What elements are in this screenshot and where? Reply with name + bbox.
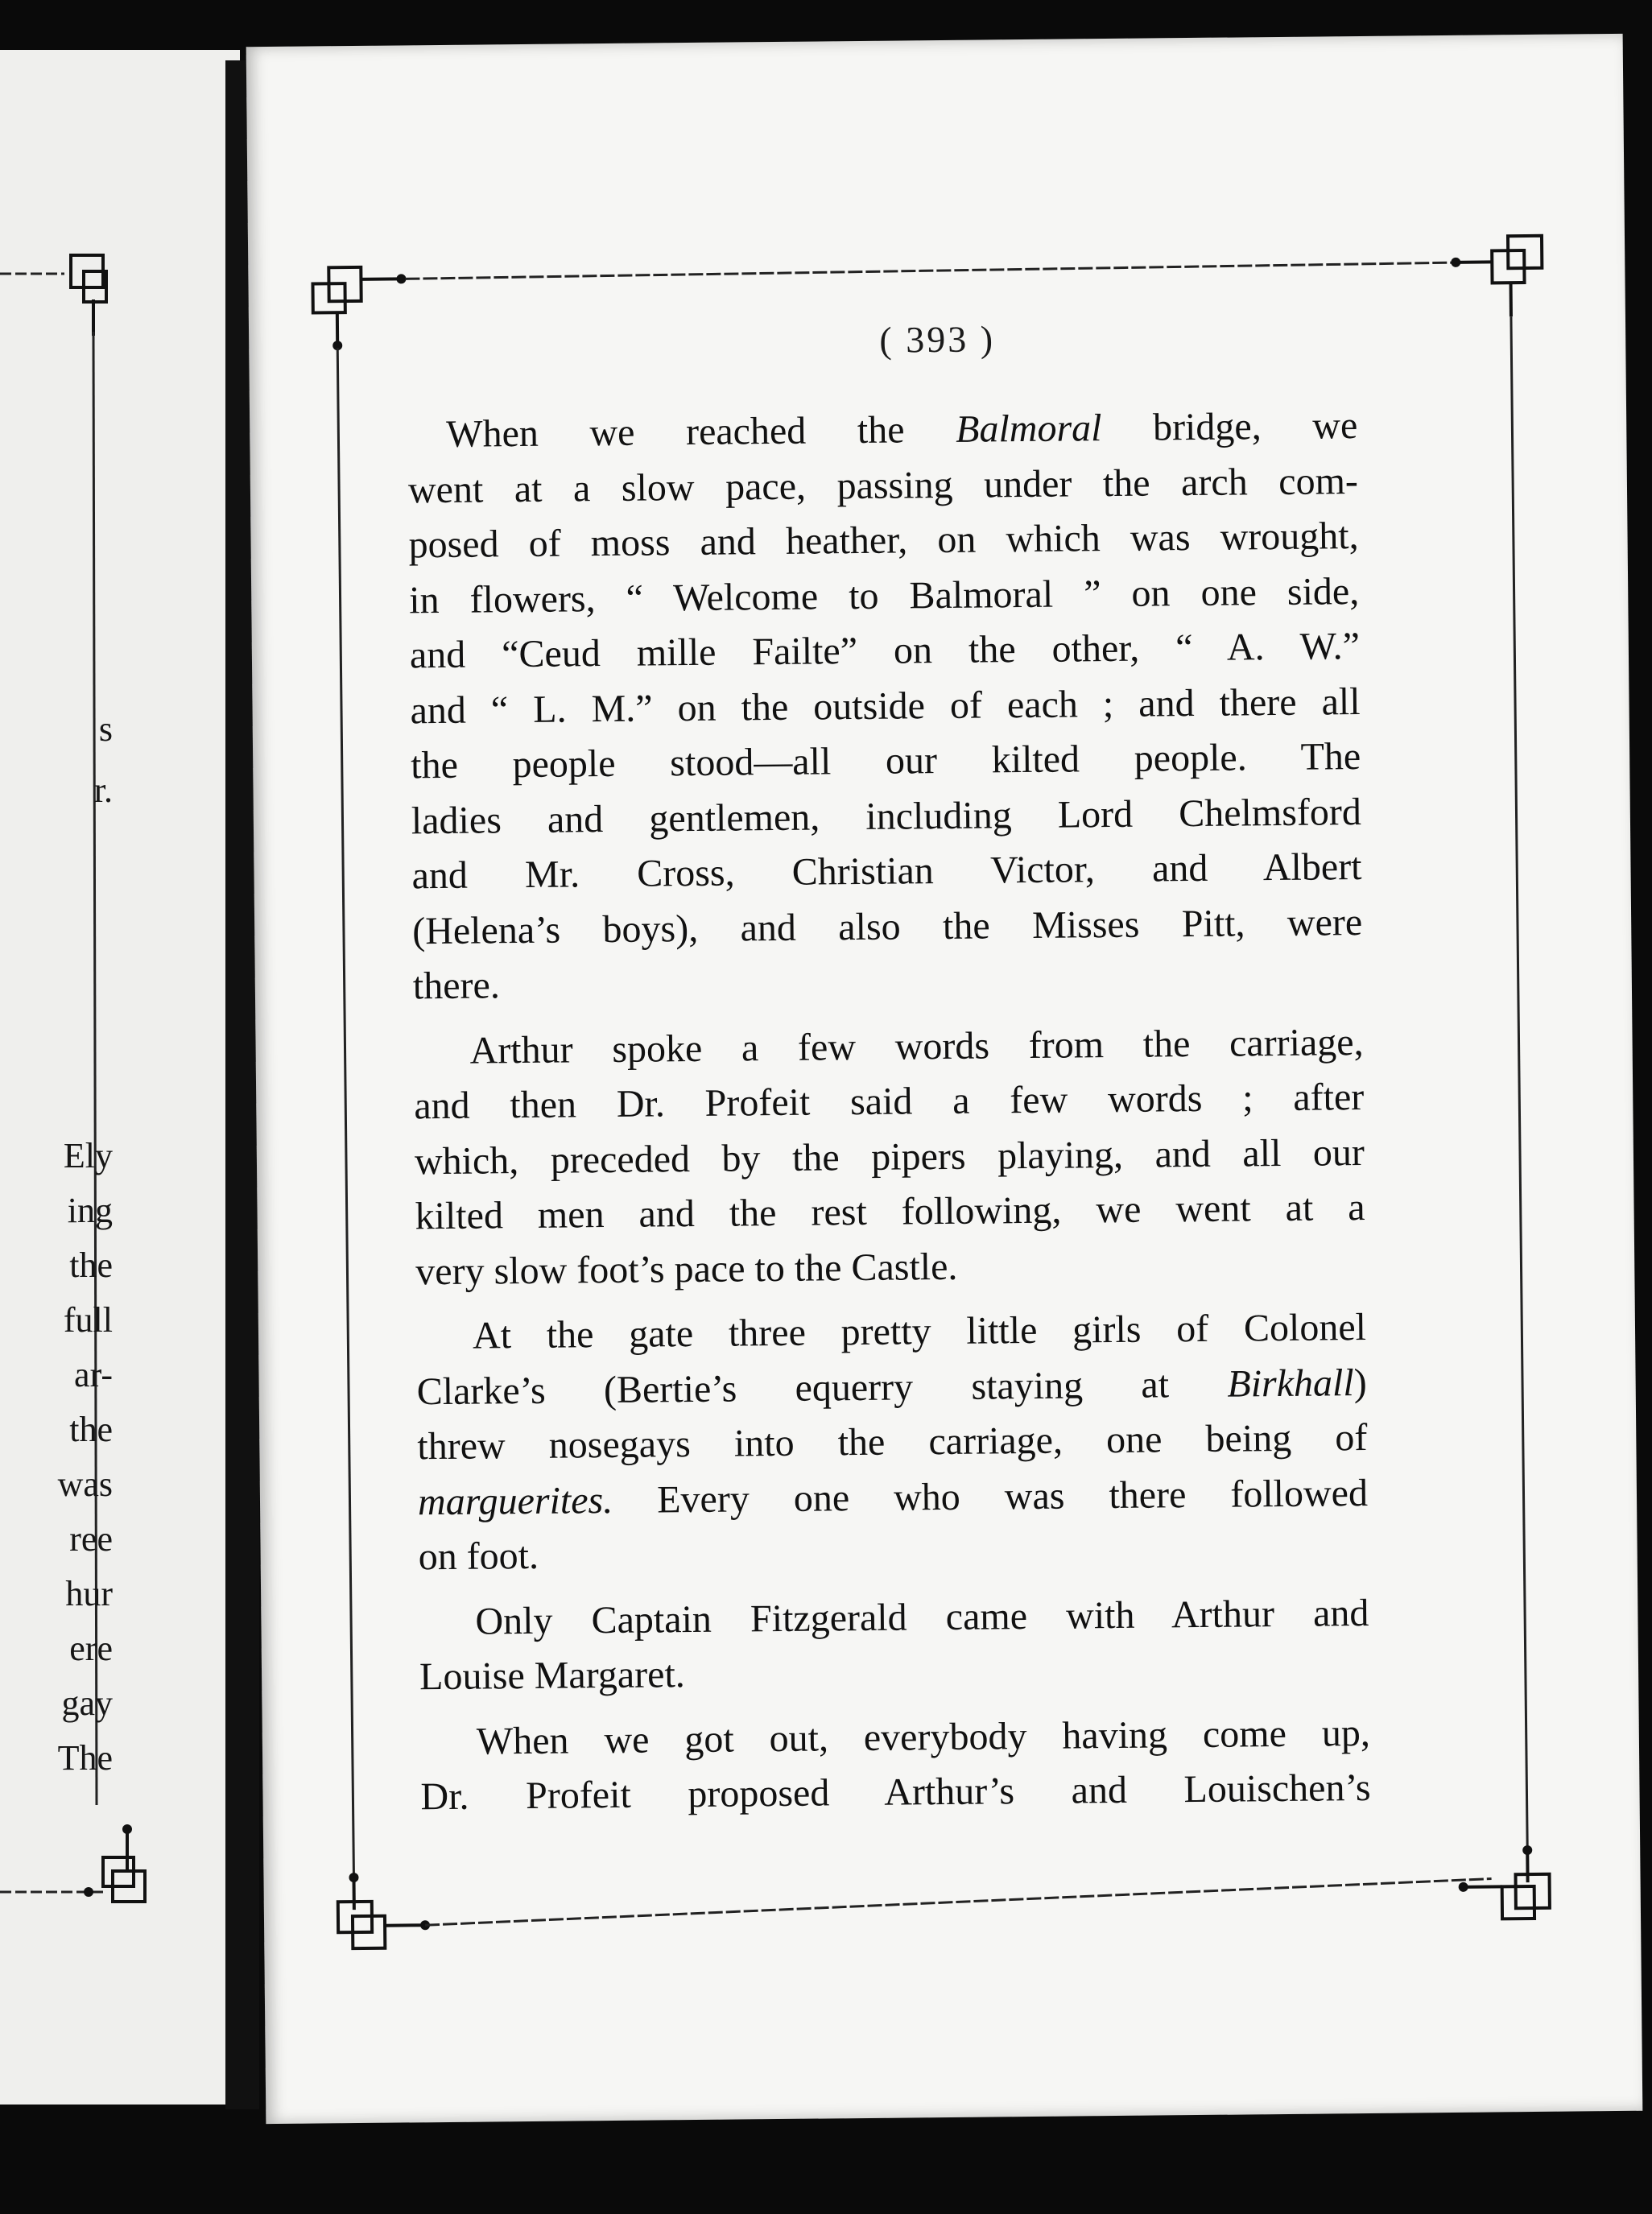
corner-ornament-top-right — [1456, 236, 1543, 317]
text-line: Clarke’s (Bertie’s equerry staying at Birkhall) — [416, 1361, 1367, 1413]
text-line: Only Captain Fitzgerald came with Arthur and — [475, 1591, 1369, 1643]
text-line: At the gate three pretty little girls of Colonel — [472, 1305, 1367, 1357]
text-line: Dr. Profeit proposed Arthur’s and Louischen’s — [420, 1766, 1371, 1819]
border-left — [337, 348, 353, 1881]
text-line: When we reached the Balmoral bridge, we — [446, 404, 1358, 456]
italic-text: Balmoral — [955, 407, 1102, 451]
text-line: posed of moss and heather, on which was wrought, — [408, 514, 1359, 567]
left-fragment: gay — [61, 1683, 113, 1723]
corner-ornament-bottom-left — [337, 1877, 425, 1948]
text-line: the people stood—all our kilted people. The — [410, 735, 1361, 787]
text-line: very slow foot’s pace to the Castle. — [415, 1245, 958, 1293]
left-fragment: Ely — [63, 1136, 113, 1175]
paragraph — [419, 1585, 1369, 1704]
text-line: Louise Margaret. — [419, 1653, 686, 1699]
left-page — [0, 50, 240, 2105]
border-right — [1511, 316, 1527, 1846]
italic-text: marguerites. — [417, 1478, 613, 1523]
text-line: marguerites. Every one who was there followed — [417, 1471, 1369, 1523]
left-fragment: r. — [93, 770, 113, 810]
text-line: (Helena’s boys), and also the Misses Pitt, were — [411, 900, 1363, 952]
page-number: ( 393 ) — [879, 318, 996, 361]
text-line: there. — [412, 964, 501, 1008]
text-line: in flowers, “ Welcome to Balmoral ” on one side, — [409, 569, 1360, 622]
left-fragment: ar- — [74, 1355, 113, 1394]
text-line: kilted men and the rest following, we went at a — [415, 1185, 1365, 1238]
left-fragment: ing — [67, 1191, 113, 1230]
paragraph — [416, 1300, 1369, 1585]
left-fragment: full — [63, 1300, 113, 1340]
text-line: and Mr. Cross, Christian Victor, and Albert — [411, 845, 1362, 898]
left-fragment: the — [69, 1410, 113, 1449]
corner-ornament-bottom-right — [1463, 1850, 1550, 1919]
text-line: Arthur spoke a few words from the carriage, — [469, 1020, 1364, 1072]
text-line: ladies and gentlemen, including Lord Chelmsford — [411, 790, 1362, 842]
left-fragment: The — [57, 1738, 113, 1778]
text-line: and “Ceud mille Failte” on the other, “ A. W.” — [409, 625, 1361, 677]
italic-text: Birkhall — [1227, 1361, 1354, 1406]
paragraph — [413, 1015, 1365, 1300]
border-top — [405, 262, 1488, 279]
text-line: and then Dr. Profeit said a few words ; after — [414, 1075, 1365, 1128]
text-line: and “ L. M.” on the outside of each ; and there all — [410, 679, 1361, 732]
text-line: which, preceded by the pipers playing, and all our — [414, 1130, 1365, 1183]
paragraph — [407, 399, 1363, 1014]
right-page — [246, 34, 1643, 2124]
text-line: went at a slow pace, passing under the arch com- — [407, 459, 1359, 511]
body-text — [407, 399, 1371, 1825]
left-fragment: ere — [69, 1629, 113, 1668]
text-line: on foot. — [418, 1534, 539, 1579]
left-page-border — [0, 50, 240, 2105]
left-fragment: the — [69, 1245, 113, 1285]
left-fragment: ree — [69, 1519, 113, 1559]
text-line: When we got out, everybody having come up, — [476, 1711, 1371, 1763]
left-fragment: s — [98, 709, 113, 749]
border-bottom — [425, 1879, 1492, 1926]
text-line: threw nosegays into the carriage, one being of — [417, 1415, 1368, 1468]
left-fragment: was — [57, 1464, 113, 1504]
left-fragment: hur — [65, 1574, 113, 1613]
paragraph — [420, 1705, 1371, 1824]
